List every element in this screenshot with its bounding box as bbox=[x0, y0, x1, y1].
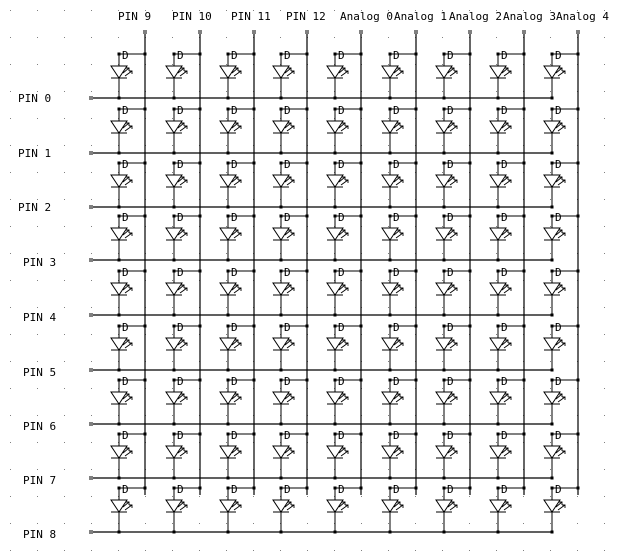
led-diode-icon bbox=[544, 158, 580, 209]
led-diode-icon bbox=[111, 429, 147, 480]
led-diode-icon bbox=[490, 429, 526, 480]
column-terminal bbox=[576, 30, 580, 34]
led-diode-icon bbox=[220, 375, 256, 426]
row-label: PIN 2 bbox=[18, 201, 52, 214]
led-marking: D bbox=[338, 49, 345, 62]
led-diode-icon bbox=[490, 321, 526, 372]
column-label: Analog 3 bbox=[503, 10, 556, 23]
row-terminal bbox=[89, 258, 93, 262]
led-marking: D bbox=[231, 49, 238, 62]
led-marking: D bbox=[393, 321, 400, 334]
led-marking: D bbox=[338, 483, 345, 496]
led-marking: D bbox=[338, 321, 345, 334]
led-diode-icon bbox=[382, 49, 418, 100]
led-marking: D bbox=[338, 211, 345, 224]
column-terminal bbox=[359, 30, 363, 34]
led-marking: D bbox=[231, 104, 238, 117]
row-label: PIN 6 bbox=[23, 420, 57, 433]
led-diode-icon bbox=[111, 375, 147, 426]
led-marking: D bbox=[501, 104, 508, 117]
led-marking: D bbox=[177, 429, 184, 442]
led-diode-icon bbox=[327, 104, 363, 155]
led-diode-icon bbox=[490, 483, 526, 534]
led-marking: D bbox=[122, 49, 129, 62]
led-diode-icon bbox=[166, 321, 202, 372]
led-diode-icon bbox=[273, 158, 309, 209]
led-marking: D bbox=[122, 375, 129, 388]
led-marking: D bbox=[555, 321, 562, 334]
led-marking: D bbox=[231, 266, 238, 279]
row-label: PIN 8 bbox=[23, 528, 57, 541]
led-diode-icon bbox=[166, 429, 202, 480]
led-marking: D bbox=[122, 104, 129, 117]
led-marking: D bbox=[284, 429, 291, 442]
led-diode-icon bbox=[111, 266, 147, 317]
led-marking: D bbox=[447, 375, 454, 388]
led-diode-icon bbox=[166, 375, 202, 426]
led-diode-icon bbox=[544, 429, 580, 480]
led-marking: D bbox=[177, 49, 184, 62]
column-labels bbox=[118, 10, 609, 23]
led-diode-icon bbox=[544, 49, 580, 100]
led-marking: D bbox=[555, 49, 562, 62]
led-diode-icon bbox=[490, 266, 526, 317]
led-marking: D bbox=[501, 483, 508, 496]
led-marking: D bbox=[555, 158, 562, 171]
led-marking: D bbox=[393, 158, 400, 171]
led-diode-icon bbox=[166, 211, 202, 262]
led-marking: D bbox=[447, 104, 454, 117]
led-marking: D bbox=[122, 483, 129, 496]
led-diode-icon bbox=[382, 321, 418, 372]
led-marking: D bbox=[338, 158, 345, 171]
led-marking: D bbox=[284, 375, 291, 388]
column-terminal bbox=[414, 30, 418, 34]
led-diode-icon bbox=[436, 266, 472, 317]
led-marking: D bbox=[447, 211, 454, 224]
led-marking: D bbox=[555, 104, 562, 117]
led-marking: D bbox=[393, 211, 400, 224]
led-diode-icon bbox=[436, 104, 472, 155]
row-terminal bbox=[89, 151, 93, 155]
row-terminal bbox=[89, 530, 93, 534]
led-marking: D bbox=[284, 49, 291, 62]
led-marking: D bbox=[177, 158, 184, 171]
led-diode-icon bbox=[273, 483, 309, 534]
led-diode-icon bbox=[166, 104, 202, 155]
led-marking: D bbox=[393, 483, 400, 496]
row-label: PIN 4 bbox=[23, 311, 57, 324]
led-marking: D bbox=[177, 321, 184, 334]
led-diode-icon bbox=[273, 211, 309, 262]
led-marking: D bbox=[393, 49, 400, 62]
column-label: Analog 1 bbox=[394, 10, 447, 23]
led-diode-icon bbox=[220, 104, 256, 155]
led-diode-icon bbox=[273, 266, 309, 317]
led-diode-icon bbox=[220, 49, 256, 100]
led-marking: D bbox=[122, 321, 129, 334]
led-diode-icon bbox=[436, 49, 472, 100]
row-terminal bbox=[89, 368, 93, 372]
led-marking: D bbox=[447, 49, 454, 62]
led-diode-icon bbox=[382, 211, 418, 262]
led-marking: D bbox=[447, 266, 454, 279]
led-diode-icon bbox=[220, 266, 256, 317]
led-marking: D bbox=[501, 375, 508, 388]
row-label: PIN 0 bbox=[18, 92, 52, 105]
led-diode-icon bbox=[111, 321, 147, 372]
led-marking: D bbox=[284, 321, 291, 334]
led-marking: D bbox=[501, 49, 508, 62]
led-diode-icon bbox=[544, 321, 580, 372]
led-marking: D bbox=[284, 483, 291, 496]
column-terminal bbox=[143, 30, 147, 34]
led-marking: D bbox=[177, 211, 184, 224]
led-diode-icon bbox=[166, 266, 202, 317]
led-diode-icon bbox=[273, 375, 309, 426]
led-array bbox=[111, 49, 580, 534]
led-marking: D bbox=[122, 158, 129, 171]
led-diode-icon bbox=[327, 49, 363, 100]
led-diode-icon bbox=[220, 211, 256, 262]
row-label: PIN 5 bbox=[23, 366, 57, 379]
led-diode-icon bbox=[273, 104, 309, 155]
column-terminal bbox=[198, 30, 202, 34]
led-marking: D bbox=[231, 483, 238, 496]
led-marking: D bbox=[231, 158, 238, 171]
led-diode-icon bbox=[490, 49, 526, 100]
led-marking: D bbox=[122, 266, 129, 279]
led-diode-icon bbox=[382, 104, 418, 155]
led-marking: D bbox=[393, 104, 400, 117]
led-diode-icon bbox=[382, 266, 418, 317]
led-marking: D bbox=[231, 321, 238, 334]
led-marking: D bbox=[177, 266, 184, 279]
led-marking: D bbox=[231, 375, 238, 388]
led-marking: D bbox=[338, 266, 345, 279]
column-label: PIN 10 bbox=[172, 10, 212, 23]
column-label: Analog 2 bbox=[449, 10, 502, 23]
led-marking: D bbox=[501, 266, 508, 279]
led-marking: D bbox=[231, 211, 238, 224]
led-diode-icon bbox=[111, 104, 147, 155]
row-terminal bbox=[89, 96, 93, 100]
led-marking: D bbox=[393, 429, 400, 442]
led-diode-icon bbox=[111, 49, 147, 100]
led-diode-icon bbox=[544, 483, 580, 534]
led-diode-icon bbox=[327, 375, 363, 426]
led-marking: D bbox=[284, 266, 291, 279]
led-marking: D bbox=[284, 158, 291, 171]
led-diode-icon bbox=[327, 266, 363, 317]
column-terminal bbox=[252, 30, 256, 34]
led-diode-icon bbox=[436, 375, 472, 426]
led-marking: D bbox=[555, 375, 562, 388]
led-diode-icon bbox=[111, 158, 147, 209]
led-diode-icon bbox=[327, 321, 363, 372]
led-marking: D bbox=[284, 104, 291, 117]
led-marking: D bbox=[501, 158, 508, 171]
led-diode-icon bbox=[436, 429, 472, 480]
column-terminal bbox=[522, 30, 526, 34]
led-marking: D bbox=[284, 211, 291, 224]
led-diode-icon bbox=[544, 375, 580, 426]
led-marking: D bbox=[555, 483, 562, 496]
led-marking: D bbox=[231, 429, 238, 442]
led-marking: D bbox=[177, 104, 184, 117]
row-label: PIN 3 bbox=[23, 256, 57, 269]
row-terminal bbox=[89, 313, 93, 317]
row-wires bbox=[89, 96, 552, 534]
led-diode-icon bbox=[166, 49, 202, 100]
led-diode-icon bbox=[436, 483, 472, 534]
led-diode-icon bbox=[327, 429, 363, 480]
led-marking: D bbox=[555, 211, 562, 224]
row-terminal bbox=[89, 422, 93, 426]
led-marking: D bbox=[447, 483, 454, 496]
row-label: PIN 1 bbox=[18, 147, 52, 160]
led-diode-icon bbox=[544, 104, 580, 155]
led-diode-icon bbox=[382, 375, 418, 426]
led-marking: D bbox=[501, 429, 508, 442]
led-diode-icon bbox=[544, 266, 580, 317]
led-marking: D bbox=[338, 429, 345, 442]
led-marking: D bbox=[177, 375, 184, 388]
led-diode-icon bbox=[327, 211, 363, 262]
led-diode-icon bbox=[273, 321, 309, 372]
led-marking: D bbox=[501, 211, 508, 224]
led-marking: D bbox=[393, 266, 400, 279]
led-diode-icon bbox=[111, 483, 147, 534]
led-marking: D bbox=[501, 321, 508, 334]
led-diode-icon bbox=[220, 321, 256, 372]
column-label: Analog 4 bbox=[556, 10, 609, 23]
led-diode-icon bbox=[490, 211, 526, 262]
led-diode-icon bbox=[166, 158, 202, 209]
led-diode-icon bbox=[436, 321, 472, 372]
led-diode-icon bbox=[382, 429, 418, 480]
led-marking: D bbox=[338, 375, 345, 388]
led-diode-icon bbox=[436, 158, 472, 209]
row-terminal bbox=[89, 205, 93, 209]
led-diode-icon bbox=[544, 211, 580, 262]
led-diode-icon bbox=[111, 211, 147, 262]
led-diode-icon bbox=[490, 104, 526, 155]
led-diode-icon bbox=[490, 375, 526, 426]
led-diode-icon bbox=[436, 211, 472, 262]
led-marking: D bbox=[338, 104, 345, 117]
led-marking: D bbox=[447, 158, 454, 171]
led-marking: D bbox=[555, 266, 562, 279]
row-terminal bbox=[89, 476, 93, 480]
column-wires bbox=[143, 30, 580, 495]
led-marking: D bbox=[555, 429, 562, 442]
column-label: PIN 9 bbox=[118, 10, 152, 23]
column-terminal bbox=[305, 30, 309, 34]
column-label: Analog 0 bbox=[340, 10, 393, 23]
column-terminal bbox=[468, 30, 472, 34]
led-diode-icon bbox=[220, 158, 256, 209]
column-label: PIN 12 bbox=[286, 10, 326, 23]
led-marking: D bbox=[177, 483, 184, 496]
led-diode-icon bbox=[327, 483, 363, 534]
led-diode-icon bbox=[273, 49, 309, 100]
led-diode-icon bbox=[220, 429, 256, 480]
led-diode-icon bbox=[273, 429, 309, 480]
column-label: PIN 11 bbox=[231, 10, 271, 23]
led-marking: D bbox=[447, 321, 454, 334]
row-label: PIN 7 bbox=[23, 474, 57, 487]
led-marking: D bbox=[447, 429, 454, 442]
led-marking: D bbox=[393, 375, 400, 388]
row-labels bbox=[18, 92, 56, 541]
led-diode-icon bbox=[166, 483, 202, 534]
led-marking: D bbox=[122, 211, 129, 224]
led-diode-icon bbox=[327, 158, 363, 209]
led-marking: D bbox=[122, 429, 129, 442]
led-diode-icon bbox=[382, 158, 418, 209]
led-diode-icon bbox=[490, 158, 526, 209]
led-diode-icon bbox=[382, 483, 418, 534]
led-diode-icon bbox=[220, 483, 256, 534]
